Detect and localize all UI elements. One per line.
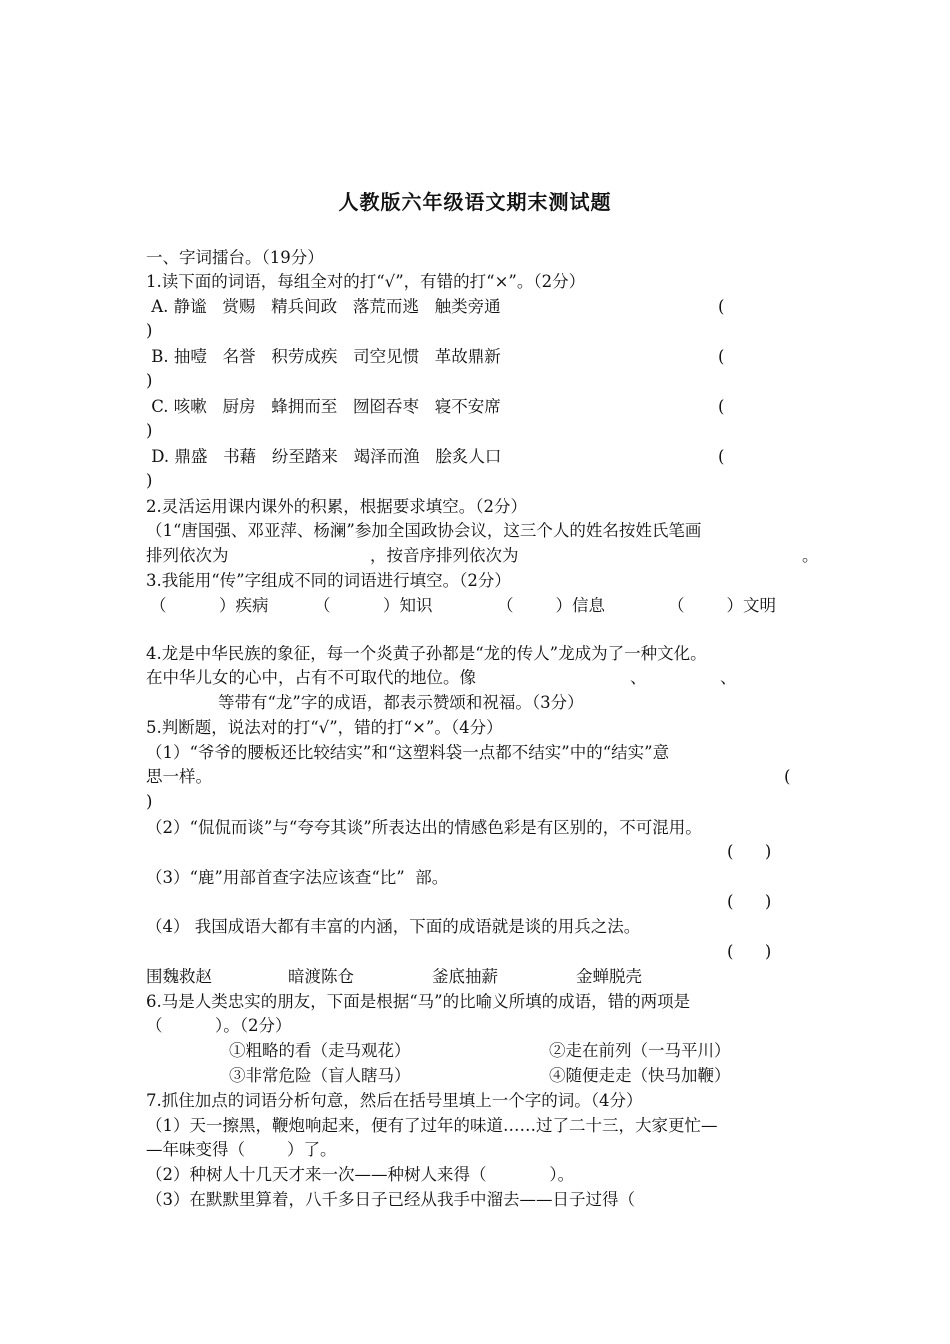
q6-option-2: ②走在前列（一马平川）	[549, 1041, 731, 1060]
q1-option-c-open-paren: (	[718, 397, 725, 416]
q4-line3: 等带有“龙”字的成语，都表示赞颂和祝福。（3分）	[218, 693, 584, 712]
q1-option-d-close-paren: )	[146, 471, 153, 490]
q4-line2: 在中华儿女的心中，占有不可取代的地位。像	[146, 668, 476, 687]
q6-option-4: ④随便走走（快马加鞭）	[549, 1066, 731, 1085]
q5-item4: （4） 我国成语大都有丰富的内涵，下面的成语就是谈的用兵之法。	[146, 917, 641, 936]
q3-blank-3: （ ）信息	[497, 596, 605, 615]
q7-item1-line1: （1）天一擦黑，鞭炮响起来，便有了过年的味道……过了二十三，大家更忙—	[146, 1116, 718, 1135]
section-heading: 一、字词擂台。（19分）	[146, 248, 324, 267]
q7-item1-line2: —年味变得（ ）了。	[146, 1140, 337, 1159]
q5-item2-answer-paren: ( )	[727, 842, 772, 861]
page-title: 人教版六年级语文期末测试题	[338, 190, 612, 214]
q5-item3-answer-paren: ( )	[727, 892, 772, 911]
q5-item1-line1: （1）“爷爷的腰板还比较结实”和“这塑料袋一点都不结实”中的“结实”意	[146, 743, 670, 762]
q5-idiom-4: 金蝉脱壳	[576, 967, 642, 986]
q6-answer-blank: （ ）。（2分）	[146, 1016, 292, 1035]
q2-line2-c: 。	[802, 546, 819, 565]
q3-blank-1: （ ）疾病	[150, 596, 269, 615]
q1-option-d-open-paren: (	[718, 447, 725, 466]
q1-option-a: A. 静谧 赏赐 精兵间政 落荒而逃 触类旁通	[146, 297, 501, 316]
q2-line2-a: 排列依次为	[146, 546, 229, 565]
q3-stem: 3.我能用“传”字组成不同的词语进行填空。（2分）	[146, 571, 511, 590]
q5-item4-answer-paren: ( )	[727, 942, 772, 961]
q1-option-b: B. 抽噎 名誉 积劳成疾 司空见惯 革故鼎新	[146, 347, 501, 366]
q1-option-d: D. 鼎盛 书藉 纷至踏来 竭泽而渔 脍炙人口	[146, 447, 502, 466]
q4-line1: 4.龙是中华民族的象征，每一个炎黄子孙都是“龙的传人”龙成为了一种文化。	[146, 644, 707, 663]
q2-line1: （1“唐国强、邓亚萍、杨澜”参加全国政协会议，这三个人的姓名按姓氏笔画	[146, 521, 702, 540]
q5-item1-line2: 思一样。	[146, 767, 212, 786]
q1-option-b-close-paren: )	[146, 371, 153, 390]
q5-idiom-3: 釜底抽薪	[432, 967, 498, 986]
q7-item2: （2）种树人十几天才来一次——种树人来得（ ）。	[146, 1165, 575, 1184]
q4-separator-2: 、	[720, 668, 737, 687]
q3-blank-2: （ ）知识	[314, 596, 433, 615]
q5-stem: 5.判断题，说法对的打“√”，错的打“×”。（4分）	[146, 718, 503, 737]
q1-option-a-open-paren: (	[718, 297, 725, 316]
q5-idiom-1: 围魏救赵	[146, 967, 212, 986]
q5-item3: （3）“鹿”用部首查字法应该查“比” 部。	[146, 868, 449, 887]
q6-stem: 6.马是人类忠实的朋友，下面是根据“马”的比喻义所填的成语，错的两项是	[146, 992, 691, 1011]
q4-separator-1: 、	[630, 668, 647, 687]
q6-option-3: ③非常危险（盲人瞎马）	[229, 1066, 411, 1085]
q5-item1-open-paren: (	[784, 767, 791, 786]
q6-option-1: ①粗略的看（走马观花）	[229, 1041, 411, 1060]
q2-stem: 2.灵活运用课内课外的积累，根据要求填空。（2分）	[146, 497, 527, 516]
q1-option-c-close-paren: )	[146, 421, 153, 440]
q1-option-b-open-paren: (	[718, 347, 725, 366]
q2-line2-b: ，按音序排列依次为	[370, 546, 519, 565]
q3-blank-4: （ ）文明	[668, 596, 776, 615]
q5-item1-close-paren: )	[146, 792, 153, 811]
q5-idiom-2: 暗渡陈仓	[288, 967, 354, 986]
q1-stem: 1.读下面的词语，每组全对的打“√”，有错的打“×”。（2分）	[146, 272, 586, 291]
q7-item3: （3）在默默里算着，八千多日子已经从我手中溜去——日子过得（	[146, 1190, 635, 1209]
q1-option-c: C. 咳嗽 厨房 蜂拥而至 囫囵吞枣 寝不安席	[146, 397, 501, 416]
q5-item2: （2）“侃侃而谈”与“夸夸其谈”所表达出的情感色彩是有区别的，不可混用。	[146, 818, 702, 837]
q7-stem: 7.抓住加点的词语分析句意，然后在括号里填上一个字的词。（4分）	[146, 1091, 643, 1110]
q1-option-a-close-paren: )	[146, 321, 153, 340]
